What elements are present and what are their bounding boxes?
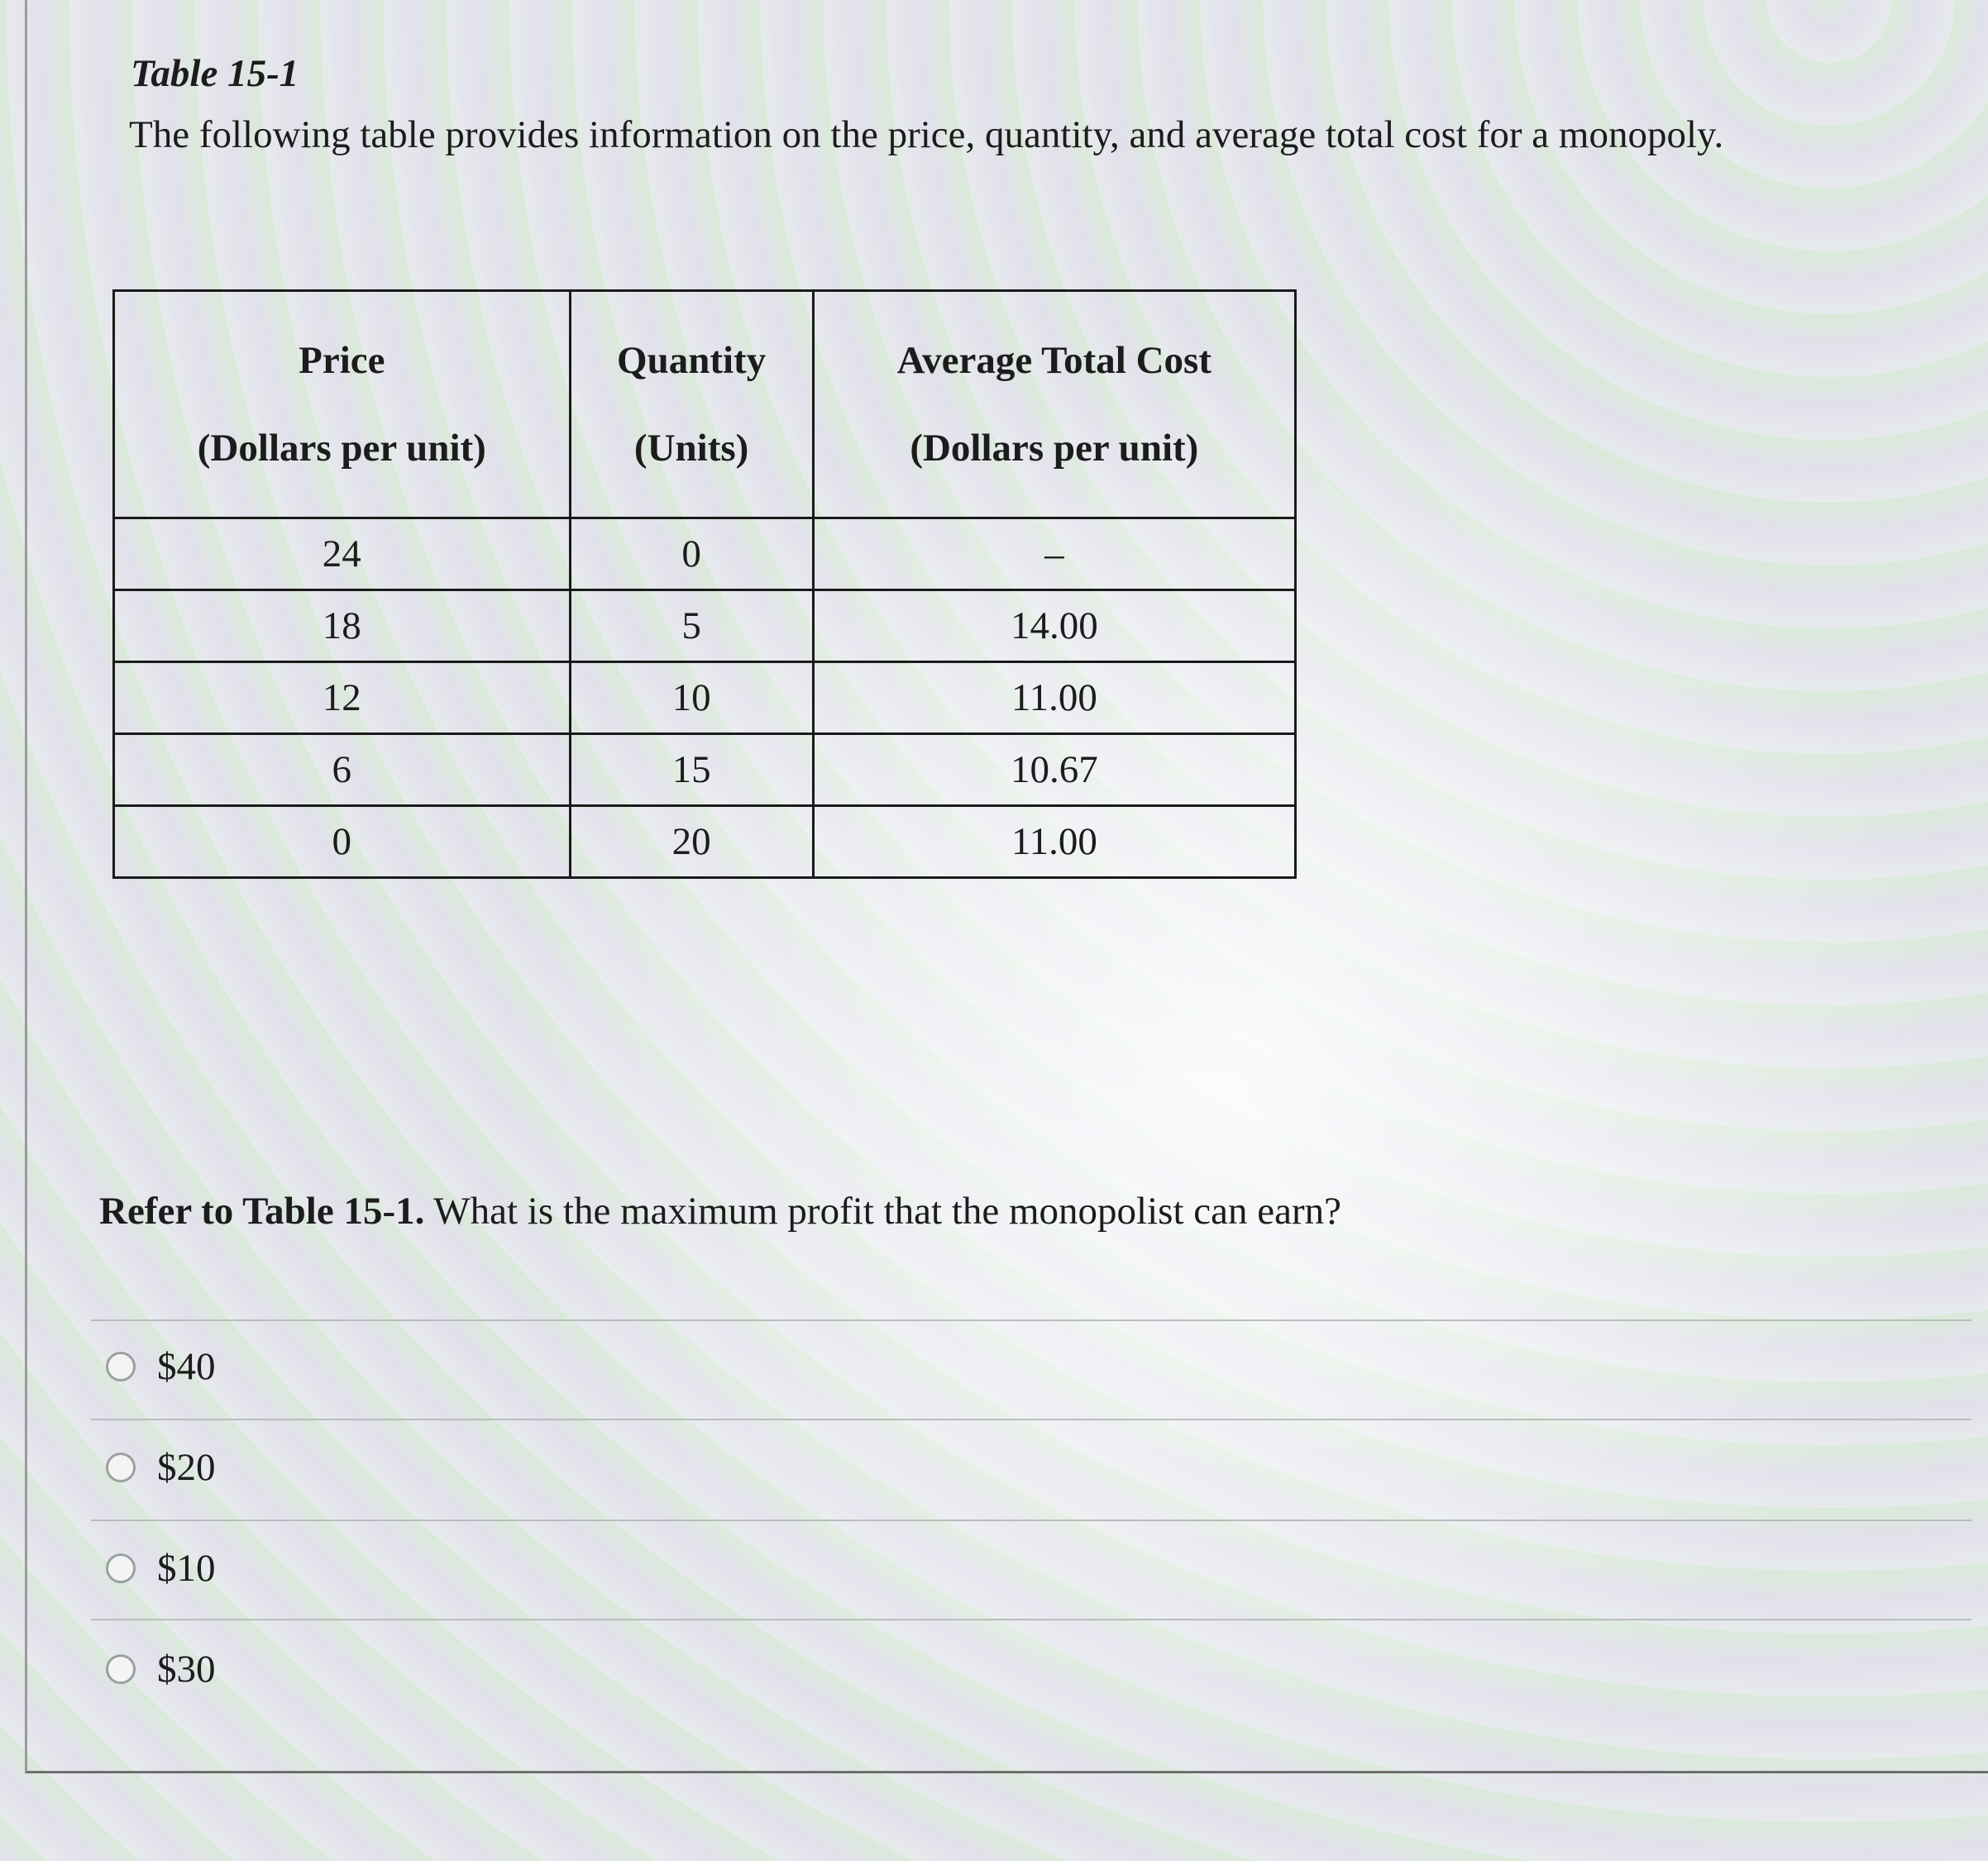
cell-price: 0 [114, 806, 571, 878]
option-label: $30 [157, 1648, 216, 1691]
cell-atc: 10.67 [813, 734, 1295, 806]
table-intro: The following table provides information on the price, quantity, and average total cost for a monopoly. [129, 113, 1724, 156]
answer-option-10[interactable] [106, 1539, 216, 1597]
cell-price: 12 [114, 662, 571, 734]
cell-quantity: 10 [570, 662, 813, 734]
table-row [114, 590, 1296, 662]
option-divider [91, 1319, 1971, 1321]
option-label: $40 [157, 1345, 216, 1388]
cell-price: 24 [114, 518, 571, 590]
header-price [114, 291, 571, 518]
cell-quantity: 5 [570, 590, 813, 662]
table-caption: Table 15-1 [131, 52, 299, 95]
header-average-total-cost [813, 291, 1295, 518]
table-header-row [114, 291, 1296, 518]
option-label: $10 [157, 1547, 216, 1590]
option-label: $20 [157, 1446, 216, 1489]
answer-option-30[interactable] [106, 1640, 216, 1698]
header-price-label: Price [299, 339, 385, 382]
option-divider [91, 1520, 1971, 1521]
table-row [114, 734, 1296, 806]
cell-atc: 11.00 [813, 662, 1295, 734]
radio-button[interactable] [106, 1453, 136, 1482]
data-table [112, 289, 1297, 879]
radio-button[interactable] [106, 1654, 136, 1684]
radio-button[interactable] [106, 1553, 136, 1583]
table-row [114, 518, 1296, 590]
cell-price: 18 [114, 590, 571, 662]
option-divider [91, 1619, 1971, 1620]
table-row [114, 806, 1296, 878]
cell-atc: 11.00 [813, 806, 1295, 878]
question-panel [25, 0, 1988, 1773]
answer-option-20[interactable] [106, 1439, 216, 1496]
cell-atc: 14.00 [813, 590, 1295, 662]
table-row [114, 662, 1296, 734]
cell-atc: – [813, 518, 1295, 590]
question-text [99, 1189, 1341, 1234]
question-body: What is the maximum profit that the monopolist can earn? [424, 1190, 1341, 1233]
radio-button[interactable] [106, 1352, 136, 1381]
header-atc-label: Average Total Cost [896, 339, 1211, 382]
answer-option-40[interactable] [106, 1338, 216, 1396]
header-quantity-unit: (Units) [633, 427, 749, 470]
header-quantity-label: Quantity [617, 339, 767, 382]
cell-quantity: 0 [570, 518, 813, 590]
header-atc-unit: (Dollars per unit) [910, 427, 1199, 470]
cell-quantity: 15 [570, 734, 813, 806]
cell-quantity: 20 [570, 806, 813, 878]
header-price-unit: (Dollars per unit) [197, 427, 486, 470]
header-quantity [570, 291, 813, 518]
option-divider [91, 1419, 1971, 1420]
question-reference: Refer to Table 15-1. [99, 1190, 425, 1233]
cell-price: 6 [114, 734, 571, 806]
